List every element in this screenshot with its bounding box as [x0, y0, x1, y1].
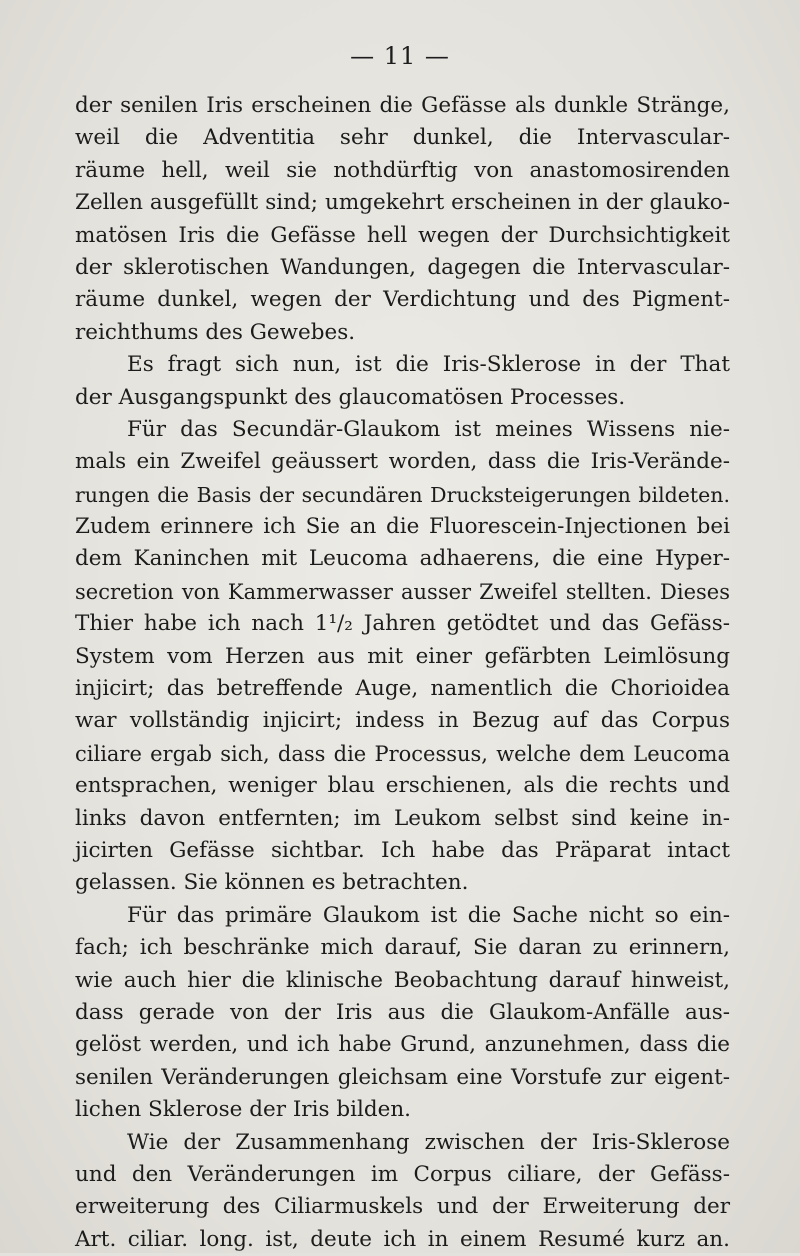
text-line: dem Kaninchen mit Leucoma adhaerens, die eine Hyper-: [75, 546, 730, 572]
page-number: — 11 —: [350, 42, 450, 70]
text-line: der senilen Iris erscheinen die Gefässe als dunkle Stränge,: [75, 93, 730, 118]
text-line: erweiterung des Ciliarmuskels und der Erweiterung der: [75, 1194, 730, 1220]
text-line: gelöst werden, und ich habe Grund, anzunehmen, dass die: [75, 1032, 730, 1058]
text-line: weil die Adventitia sehr dunkel, die Intervascular-: [75, 125, 730, 151]
text-line: Für das primäre Glaukom ist die Sache nicht so ein-: [127, 902, 730, 928]
text-line: fach; ich beschränke mich darauf, Sie daran zu erinnern,: [75, 935, 730, 961]
text-line: jicirten Gefässe sichtbar. Ich habe das Präparat intact: [75, 837, 730, 863]
text-line: links davon entfernten; im Leukom selbst sind keine in-: [75, 805, 730, 831]
text-line: mals ein Zweifel geäussert worden, dass die Iris-Verände-: [75, 449, 730, 475]
text-line: räume dunkel, wegen der Verdichtung und des Pigment-: [75, 287, 730, 313]
text-line: wie auch hier die klinische Beobachtung darauf hinweist,: [75, 967, 730, 993]
text-line: räume hell, weil sie nothdürftig von anastomosirenden: [75, 157, 730, 183]
text-line: Zellen ausgefüllt sind; umgekehrt erscheinen in der glauko-: [75, 190, 730, 216]
text-line: System vom Herzen aus mit einer gefärbten Leimlösung: [75, 643, 730, 669]
text-line: senilen Veränderungen gleichsam eine Vorstufe zur eigent-: [75, 1064, 730, 1090]
text-line: Es fragt sich nun, ist die Iris-Sklerose in der That: [127, 352, 730, 378]
text-line: dass gerade von der Iris aus die Glaukom-Anfälle aus-: [75, 999, 730, 1025]
text-line: gelassen. Sie können es betrachten.: [75, 870, 469, 896]
text-line: reichthums des Gewebes.: [75, 319, 356, 345]
text-line: war vollständig injicirt; indess in Bezug auf das Corpus: [75, 708, 730, 734]
text-line: Zudem erinnere ich Sie an die Fluorescein-Injectionen bei: [75, 514, 730, 540]
text-line: Thier habe ich nach 1¹/₂ Jahren getödtet und das Gefäss-: [75, 611, 730, 637]
text-line: matösen Iris die Gefässe hell wegen der Durchsichtigkeit: [75, 222, 730, 248]
text-line: secretion von Kammerwasser ausser Zweifel stellten. Dieses: [75, 579, 730, 604]
text-line: Für das Secundär-Glaukom ist meines Wissens nie-: [127, 416, 730, 442]
text-line: lichen Sklerose der Iris bilden.: [75, 1097, 412, 1123]
text-line: entsprachen, weniger blau erschienen, als die rechts und: [75, 773, 730, 799]
text-line: Wie der Zusammenhang zwischen der Iris-Sklerose: [127, 1129, 730, 1155]
text-line: ciliare ergab sich, dass die Processus, welche dem Leucoma: [75, 741, 730, 766]
text-line: der sklerotischen Wandungen, dagegen die Intervascular-: [75, 254, 730, 280]
text-line: Art. ciliar. long. ist, deute ich in einem Resumé kurz an.: [75, 1226, 730, 1252]
body-text: [75, 90, 730, 1256]
text-line: rungen die Basis der secundären Drucksteigerungen bildeten.: [75, 482, 730, 507]
text-line: der Ausgangspunkt des glaucomatösen Processes.: [75, 384, 626, 410]
text-line: und den Veränderungen im Corpus ciliare, der Gefäss-: [75, 1161, 730, 1187]
text-line: injicirt; das betreffende Auge, namentlich die Chorioidea: [75, 676, 730, 702]
